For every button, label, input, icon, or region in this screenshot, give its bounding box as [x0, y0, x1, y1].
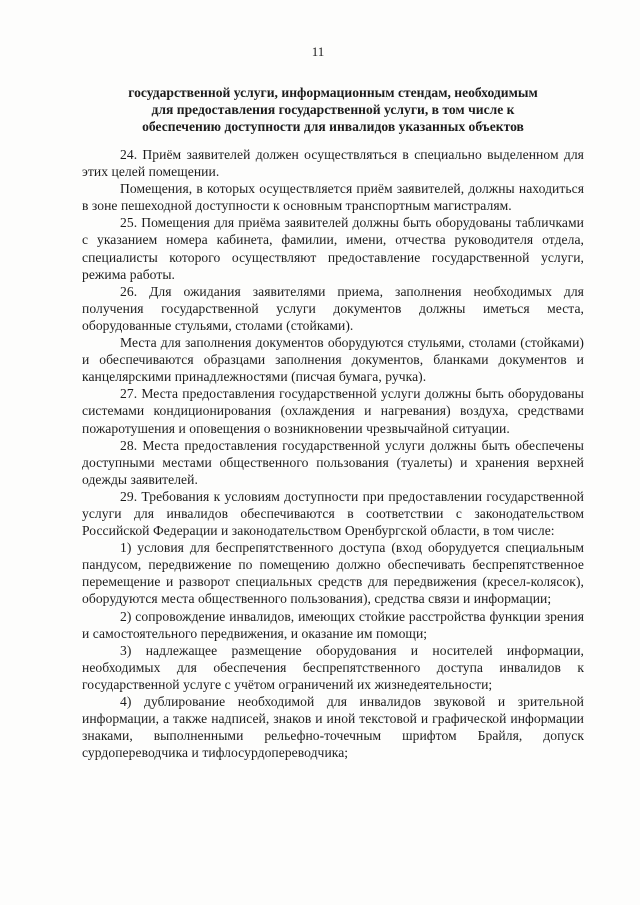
section-heading [82, 84, 584, 135]
paragraph-27: 27. Места предоставления государственной услуги должны быть оборудованы системами кондиционирования (охлаждения и нагревания) воздуха, средствами пожаротушения и оповещения о возникновении чрезвычайной ситуации. [82, 386, 584, 436]
heading-line: для предоставления государственной услуги, в том числе к [151, 102, 515, 117]
document-body [82, 146, 584, 761]
list-item-2: 2) сопровождение инвалидов, имеющих стойкие расстройства функции зрения и самостоятельного передвижения, и оказание им помощи; [82, 608, 584, 641]
heading-line: государственной услуги, информационным стендам, необходимым [128, 85, 538, 100]
list-item-4: 4) дублирование необходимой для инвалидов звуковой и зрительной информации, а также надписей, знаков и иной текстовой и графической информации знаками, выполненными рельефно-точечным шрифтом Брайля, допуск сурдопереводчика и тифлосурдопереводчика; [82, 694, 584, 761]
list-item-1: 1) условия для беспрепятственного доступа (вход оборудуется специальным пандусом, передвижение по помещению должно обеспечивать беспрепятственное перемещение и разворот специальных средств для передвижения (кресел-колясок), оборудуются места общественного пользования), средства связи и информации; [82, 540, 584, 607]
list-item-3: 3) надлежащее размещение оборудования и носителей информации, необходимых для обеспечения беспрепятственного доступа инвалидов к государственной услуге с учётом ограничений их жизнедеятельности; [82, 642, 584, 692]
heading-line: обеспечению доступности для инвалидов указанных объектов [142, 119, 524, 134]
paragraph-26: 26. Для ожидания заявителями приема, заполнения необходимых для получения государственной услуги документов должны иметься места, оборудованные стульями, столами (стойками). [82, 283, 584, 333]
paragraph-28: 28. Места предоставления государственной услуги должны быть обеспечены доступными местами общественного пользования (туалеты) и хранения верхней одежды заявителей. [82, 437, 584, 487]
paragraph-24: 24. Приём заявителей должен осуществляться в специально выделенном для этих целей помещении. [82, 147, 584, 180]
paragraph-25: 25. Помещения для приёма заявителей должны быть оборудованы табличками с указанием номера кабинета, фамилии, имени, отчества руководителя отдела, специалисты которого осуществляют предоставление государственной услуги, режима работы. [82, 215, 584, 282]
paragraph-premises-location: Помещения, в которых осуществляется приём заявителей, должны находиться в зоне пешеходной доступности к основным транспортным магистралям. [82, 181, 584, 214]
page-number: 11 [311, 44, 325, 59]
paragraph-29: 29. Требования к условиям доступности при предоставлении государственной услуги для инвалидов обеспечиваются в соответствии с законодательством Российской Федерации и законодательством Оренбургской области, в том числе: [82, 488, 584, 539]
paragraph-document-places: Места для заполнения документов оборудуются стульями, столами (стойками) и обеспечиваются образцами заполнения документов, бланками документов и канцелярскими принадлежностями (писчая бумага, ручка). [82, 335, 584, 385]
